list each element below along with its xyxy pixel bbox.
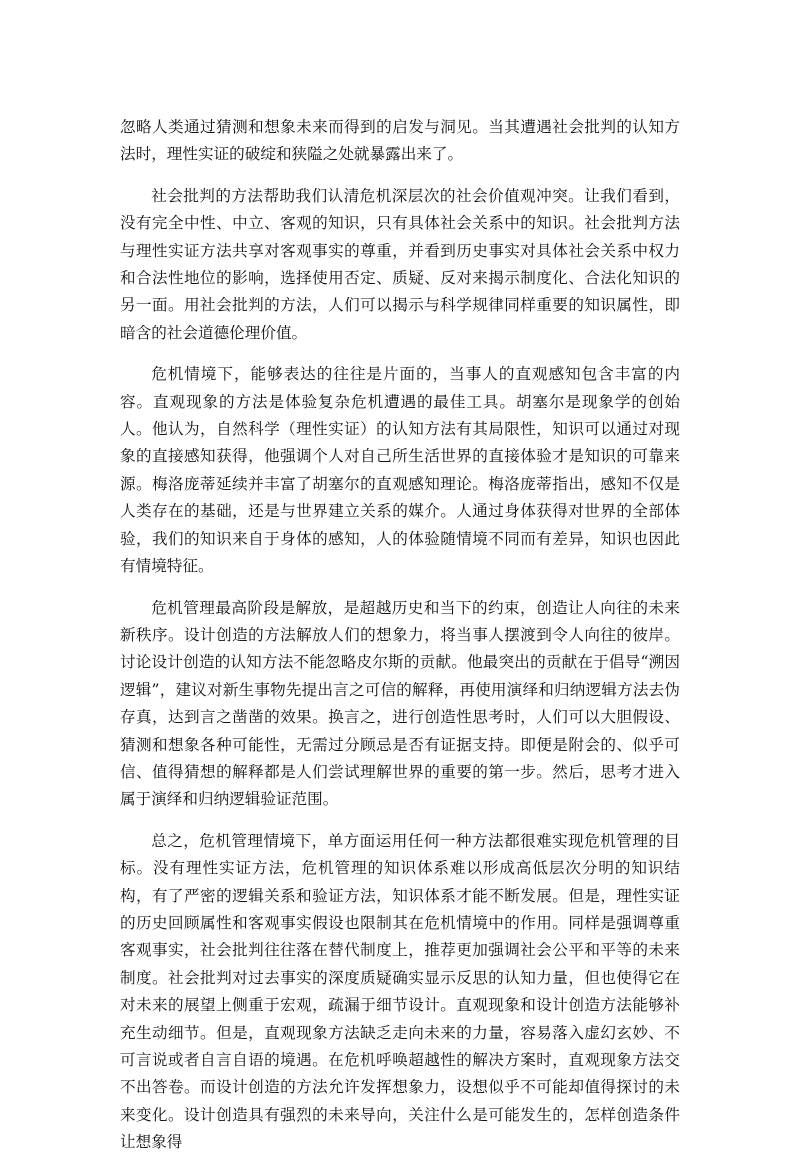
document-page [120,114,680,1171]
paragraph-2: 社会批判的方法帮助我们认清危机深层次的社会价值观冲突。让我们看到，没有完全中性、中立、客观的知识，只有具体社会关系中的知识。社会批判方法与理性实证方法共享对客观事实的尊重，并看到历史事实对具体社会关系中权力和合法性地位的影响，选择使用否定、质疑、反对来揭示制度化、合法化知识的另一面。用社会批判的方法，人们可以揭示与科学规律同样重要的知识属性，即暗含的社会道德伦理价值。 [120,186,680,342]
paragraph-1: 忽略人类通过猜测和想象未来而得到的启发与洞见。当其遭遇社会批判的认知方法时，理性实证的破绽和狭隘之处就暴露出来了。 [120,118,680,164]
paragraph-3: 危机情境下，能够表达的往往是片面的，当事人的直观感知包含丰富的内容。直观现象的方法是体验复杂危机遭遇的最佳工具。胡塞尔是现象学的创始人。他认为，自然科学（理性实证）的认知方法有其局限性，知识可以通过对现象的直接感知获得，他强调个人对自己所生活世界的直接体验才是知识的可靠来源。梅洛庞蒂延续并丰富了胡塞尔的直观感知理论。梅洛庞蒂指出，感知不仅是人类存在的基础，还是与世界建立关系的媒介。人通过身体获得对世界的全部体验，我们的知识来自于身体的感知，人的体验随情境不同而有差异，知识也因此有情境特征。 [120,365,680,576]
paragraph-5: 总之，危机管理情境下，单方面运用任何一种方法都很难实现危机管理的目标。没有理性实证方法，危机管理的知识体系难以形成高低层次分明的知识结构，有了严密的逻辑关系和验证方法，知识体系才能不断发展。但是，理性实证的历史回顾属性和客观事实假设也限制其在危机情境中的作用。同样是强调尊重客观事实，社会批判往往落在替代制度上，推荐更加强调社会公平和平等的未来制度。社会批判对过去事实的深度质疑确实显示反思的认知力量，但也使得它在对未来的展望上侧重于宏观，疏漏于细节设计。直观现象和设计创造方法能够补充生动细节。但是，直观现象方法缺乏走向未来的力量，容易落入虚幻玄妙、不可言说或者自言自语的境遇。在危机呼唤超越性的解决方案时，直观现象方法交不出答卷。而设计创造的方法允许发挥想象力，设想似乎不可能却值得探讨的未来变化。设计创造具有强烈的未来导向，关注什么是可能发生的，怎样创造条件让想象得 [120,831,680,1152]
paragraph-4: 危机管理最高阶段是解放，是超越历史和当下的约束，创造让人向往的未来新秩序。设计创造的方法解放人们的想象力，将当事人摆渡到令人向往的彼岸。讨论设计创造的认知方法不能忽略皮尔斯的贡献。他最突出的贡献在于倡导“溯因逻辑”，建议对新生事物先提出言之可信的解释，再使用演绎和归纳逻辑方法去伪存真，达到言之凿凿的效果。换言之，进行创造性思考时，人们可以大胆假设、猜测和想象各种可能性，无需过分顾忌是否有证据支持。即便是附会的、似乎可信、值得猜想的解释都是人们尝试理解世界的重要的第一步。然后，思考才进入属于演绎和归纳逻辑验证范围。 [120,598,680,809]
